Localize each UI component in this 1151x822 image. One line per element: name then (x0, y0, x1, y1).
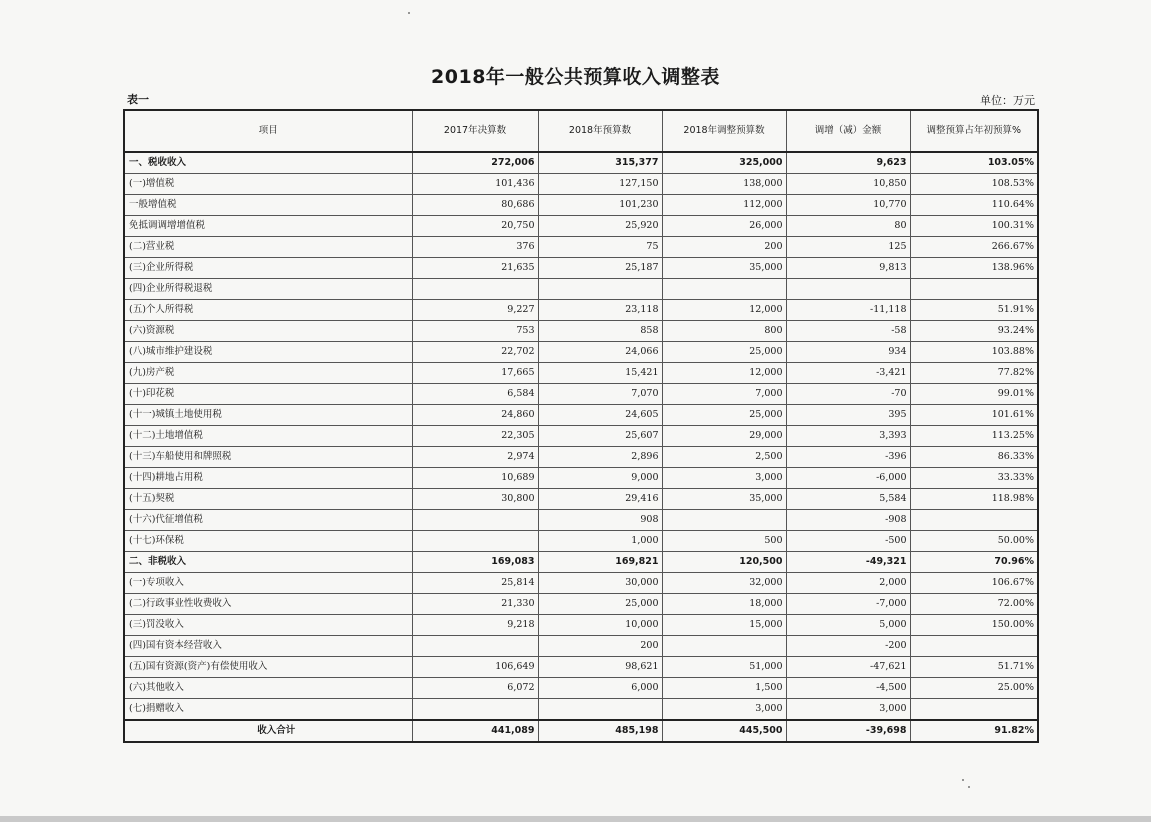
cell-adjustment-amount (786, 279, 910, 300)
cell-2017-final: 10,689 (412, 468, 538, 489)
cell-2017-final: 101,436 (412, 174, 538, 195)
cell-2018-adjusted: 18,000 (662, 594, 786, 615)
cell-2017-final: 272,006 (412, 152, 538, 174)
cell-adjusted-percent: 25.00% (910, 678, 1038, 699)
cell-adjusted-percent: 106.67% (910, 573, 1038, 594)
scan-speck (968, 786, 970, 788)
scan-speck (962, 779, 964, 781)
table-row (124, 363, 1038, 384)
cell-2018-adjusted: 12,000 (662, 300, 786, 321)
table-row (124, 699, 1038, 721)
table-row (124, 615, 1038, 636)
cell-item: (四)企业所得税退税 (124, 279, 412, 300)
cell-item: (五)个人所得税 (124, 300, 412, 321)
total-row (124, 720, 1038, 742)
table-row (124, 405, 1038, 426)
cell-2017-final: 106,649 (412, 657, 538, 678)
cell-2018-budget: 315,377 (538, 152, 662, 174)
cell-2017-final: 9,218 (412, 615, 538, 636)
table-row (124, 447, 1038, 468)
cell-adjusted-percent: 101.61% (910, 405, 1038, 426)
cell-adjustment-amount: -58 (786, 321, 910, 342)
cell-2018-budget: 6,000 (538, 678, 662, 699)
cell-2017-final: 169,083 (412, 552, 538, 573)
cell-2018-adjusted: 445,500 (662, 720, 786, 742)
cell-item: 收入合计 (124, 720, 412, 742)
table-row (124, 237, 1038, 258)
cell-2018-adjusted (662, 636, 786, 657)
cell-adjusted-percent (910, 279, 1038, 300)
cell-adjusted-percent (910, 699, 1038, 721)
cell-adjustment-amount: -3,421 (786, 363, 910, 384)
cell-2017-final (412, 636, 538, 657)
cell-2017-final: 21,330 (412, 594, 538, 615)
cell-2018-budget: 25,187 (538, 258, 662, 279)
table-row (124, 573, 1038, 594)
table-row (124, 195, 1038, 216)
cell-2018-adjusted: 35,000 (662, 258, 786, 279)
cell-adjustment-amount: 80 (786, 216, 910, 237)
cell-item: (十六)代征增值税 (124, 510, 412, 531)
cell-adjusted-percent: 113.25% (910, 426, 1038, 447)
cell-adjustment-amount: -500 (786, 531, 910, 552)
cell-adjusted-percent: 33.33% (910, 468, 1038, 489)
cell-item: (七)捐赠收入 (124, 699, 412, 721)
cell-2018-budget: 23,118 (538, 300, 662, 321)
cell-adjustment-amount: -4,500 (786, 678, 910, 699)
cell-item: (二)营业税 (124, 237, 412, 258)
cell-2017-final (412, 510, 538, 531)
category-row (124, 152, 1038, 174)
table-row (124, 342, 1038, 363)
header-item: 项目 (124, 110, 412, 152)
cell-2018-budget: 10,000 (538, 615, 662, 636)
cell-2018-adjusted: 112,000 (662, 195, 786, 216)
cell-adjustment-amount: 5,584 (786, 489, 910, 510)
cell-adjustment-amount: 10,850 (786, 174, 910, 195)
cell-2018-adjusted: 35,000 (662, 489, 786, 510)
cell-adjusted-percent: 103.88% (910, 342, 1038, 363)
cell-adjusted-percent: 108.53% (910, 174, 1038, 195)
cell-item: (十四)耕地占用税 (124, 468, 412, 489)
header-2017-final: 2017年决算数 (412, 110, 538, 152)
cell-item: (三)企业所得税 (124, 258, 412, 279)
cell-item: 免抵调调增增值税 (124, 216, 412, 237)
cell-2018-adjusted: 120,500 (662, 552, 786, 573)
cell-2018-budget: 200 (538, 636, 662, 657)
cell-2018-adjusted: 325,000 (662, 152, 786, 174)
cell-item: (八)城市维护建设税 (124, 342, 412, 363)
cell-item: (十)印花税 (124, 384, 412, 405)
cell-2017-final: 9,227 (412, 300, 538, 321)
cell-2018-adjusted (662, 279, 786, 300)
cell-adjusted-percent: 138.96% (910, 258, 1038, 279)
cell-2018-budget: 485,198 (538, 720, 662, 742)
cell-adjusted-percent: 100.31% (910, 216, 1038, 237)
cell-2017-final: 2,974 (412, 447, 538, 468)
cell-2018-adjusted (662, 510, 786, 531)
cell-2018-budget: 7,070 (538, 384, 662, 405)
cell-item: (十三)车船使用和牌照税 (124, 447, 412, 468)
table-row (124, 258, 1038, 279)
cell-adjusted-percent (910, 510, 1038, 531)
cell-2018-adjusted: 12,000 (662, 363, 786, 384)
cell-2018-budget: 127,150 (538, 174, 662, 195)
table-row (124, 489, 1038, 510)
cell-adjustment-amount: -11,118 (786, 300, 910, 321)
unit-label: 单位：万元 (980, 94, 1035, 107)
cell-item: (五)国有资源(资产)有偿使用收入 (124, 657, 412, 678)
cell-2017-final: 24,860 (412, 405, 538, 426)
table-row (124, 216, 1038, 237)
cell-item: (六)其他收入 (124, 678, 412, 699)
cell-2017-final: 441,089 (412, 720, 538, 742)
table-row (124, 384, 1038, 405)
cell-item: (十七)环保税 (124, 531, 412, 552)
cell-adjustment-amount: 9,623 (786, 152, 910, 174)
header-2018-budget: 2018年预算数 (538, 110, 662, 152)
cell-2018-budget: 29,416 (538, 489, 662, 510)
cell-adjustment-amount: 3,000 (786, 699, 910, 721)
cell-2017-final: 21,635 (412, 258, 538, 279)
cell-2018-adjusted: 3,000 (662, 699, 786, 721)
cell-2018-budget: 98,621 (538, 657, 662, 678)
scan-bottom-edge (0, 816, 1151, 822)
cell-2018-adjusted: 200 (662, 237, 786, 258)
cell-adjustment-amount: 5,000 (786, 615, 910, 636)
cell-item: (一)专项收入 (124, 573, 412, 594)
cell-adjusted-percent: 51.71% (910, 657, 1038, 678)
cell-2018-adjusted: 25,000 (662, 342, 786, 363)
cell-2018-adjusted: 25,000 (662, 405, 786, 426)
cell-adjusted-percent: 110.64% (910, 195, 1038, 216)
cell-2018-budget: 24,066 (538, 342, 662, 363)
cell-item: (四)国有资本经营收入 (124, 636, 412, 657)
cell-2017-final: 25,814 (412, 573, 538, 594)
cell-item: (一)增值税 (124, 174, 412, 195)
cell-2018-adjusted: 138,000 (662, 174, 786, 195)
cell-2018-budget: 24,605 (538, 405, 662, 426)
table-row (124, 321, 1038, 342)
cell-adjustment-amount: -396 (786, 447, 910, 468)
cell-2018-budget: 15,421 (538, 363, 662, 384)
cell-2017-final: 22,305 (412, 426, 538, 447)
budget-revenue-table (123, 109, 1039, 743)
cell-2018-adjusted: 500 (662, 531, 786, 552)
cell-2018-budget: 169,821 (538, 552, 662, 573)
table-row (124, 636, 1038, 657)
cell-item: (九)房产税 (124, 363, 412, 384)
cell-item: 一、税收收入 (124, 152, 412, 174)
cell-adjustment-amount: 10,770 (786, 195, 910, 216)
cell-2018-adjusted: 26,000 (662, 216, 786, 237)
cell-adjusted-percent: 150.00% (910, 615, 1038, 636)
table-row (124, 468, 1038, 489)
table-number: 表一 (127, 93, 149, 106)
header-adjustment-amount: 调增（减）金额 (786, 110, 910, 152)
cell-adjusted-percent: 266.67% (910, 237, 1038, 258)
cell-item: 二、非税收入 (124, 552, 412, 573)
cell-adjustment-amount: -6,000 (786, 468, 910, 489)
cell-2018-budget: 25,000 (538, 594, 662, 615)
cell-adjustment-amount: 395 (786, 405, 910, 426)
cell-adjusted-percent: 72.00% (910, 594, 1038, 615)
cell-2017-final: 376 (412, 237, 538, 258)
cell-item: (三)罚没收入 (124, 615, 412, 636)
cell-adjusted-percent: 99.01% (910, 384, 1038, 405)
cell-adjustment-amount: -49,321 (786, 552, 910, 573)
cell-adjustment-amount: 9,813 (786, 258, 910, 279)
cell-2018-budget: 908 (538, 510, 662, 531)
cell-item: (十二)土地增值税 (124, 426, 412, 447)
cell-adjustment-amount: -70 (786, 384, 910, 405)
category-row (124, 552, 1038, 573)
scan-speck (408, 12, 410, 14)
cell-item: (六)资源税 (124, 321, 412, 342)
cell-2018-adjusted: 15,000 (662, 615, 786, 636)
cell-adjusted-percent (910, 636, 1038, 657)
cell-item: 一般增值税 (124, 195, 412, 216)
cell-adjusted-percent: 86.33% (910, 447, 1038, 468)
cell-2017-final: 17,665 (412, 363, 538, 384)
cell-2018-adjusted: 800 (662, 321, 786, 342)
cell-adjustment-amount: 934 (786, 342, 910, 363)
table-row (124, 300, 1038, 321)
table-row (124, 426, 1038, 447)
cell-adjustment-amount: 2,000 (786, 573, 910, 594)
cell-adjustment-amount: 3,393 (786, 426, 910, 447)
table-body (124, 152, 1038, 742)
cell-2017-final: 22,702 (412, 342, 538, 363)
cell-2017-final (412, 531, 538, 552)
cell-2018-budget: 9,000 (538, 468, 662, 489)
cell-2018-budget: 858 (538, 321, 662, 342)
cell-2018-budget: 25,607 (538, 426, 662, 447)
cell-2018-budget (538, 699, 662, 721)
cell-2017-final: 753 (412, 321, 538, 342)
table-row (124, 510, 1038, 531)
cell-adjusted-percent: 91.82% (910, 720, 1038, 742)
cell-2017-final: 30,800 (412, 489, 538, 510)
cell-adjusted-percent: 103.05% (910, 152, 1038, 174)
table-row (124, 531, 1038, 552)
cell-adjustment-amount: -39,698 (786, 720, 910, 742)
cell-item: (十一)城镇土地使用税 (124, 405, 412, 426)
cell-2018-budget: 25,920 (538, 216, 662, 237)
table-row (124, 657, 1038, 678)
cell-2017-final (412, 699, 538, 721)
cell-2018-adjusted: 2,500 (662, 447, 786, 468)
cell-2017-final (412, 279, 538, 300)
cell-2017-final: 80,686 (412, 195, 538, 216)
cell-adjustment-amount: -908 (786, 510, 910, 531)
table-header-row (124, 110, 1038, 152)
cell-2018-budget: 75 (538, 237, 662, 258)
cell-adjusted-percent: 118.98% (910, 489, 1038, 510)
table-row (124, 594, 1038, 615)
cell-2018-adjusted: 29,000 (662, 426, 786, 447)
header-adjusted-percent: 调整预算占年初预算% (910, 110, 1038, 152)
cell-adjusted-percent: 70.96% (910, 552, 1038, 573)
cell-2018-adjusted: 3,000 (662, 468, 786, 489)
cell-2018-adjusted: 32,000 (662, 573, 786, 594)
table-row (124, 678, 1038, 699)
cell-adjustment-amount: -7,000 (786, 594, 910, 615)
cell-2017-final: 6,584 (412, 384, 538, 405)
header-2018-adjusted: 2018年调整预算数 (662, 110, 786, 152)
cell-adjusted-percent: 77.82% (910, 363, 1038, 384)
cell-2018-budget (538, 279, 662, 300)
cell-adjustment-amount: -47,621 (786, 657, 910, 678)
cell-2018-budget: 1,000 (538, 531, 662, 552)
page-title: 2018年一般公共预算收入调整表 (431, 66, 720, 88)
cell-2018-adjusted: 7,000 (662, 384, 786, 405)
cell-2018-budget: 2,896 (538, 447, 662, 468)
cell-2017-final: 6,072 (412, 678, 538, 699)
cell-adjusted-percent: 51.91% (910, 300, 1038, 321)
cell-2017-final: 20,750 (412, 216, 538, 237)
cell-item: (二)行政事业性收费收入 (124, 594, 412, 615)
cell-2018-adjusted: 51,000 (662, 657, 786, 678)
cell-2018-budget: 101,230 (538, 195, 662, 216)
cell-adjustment-amount: -200 (786, 636, 910, 657)
cell-item: (十五)契税 (124, 489, 412, 510)
cell-2018-adjusted: 1,500 (662, 678, 786, 699)
cell-adjustment-amount: 125 (786, 237, 910, 258)
cell-2018-budget: 30,000 (538, 573, 662, 594)
cell-adjusted-percent: 93.24% (910, 321, 1038, 342)
table-row (124, 279, 1038, 300)
table-row (124, 174, 1038, 195)
cell-adjusted-percent: 50.00% (910, 531, 1038, 552)
